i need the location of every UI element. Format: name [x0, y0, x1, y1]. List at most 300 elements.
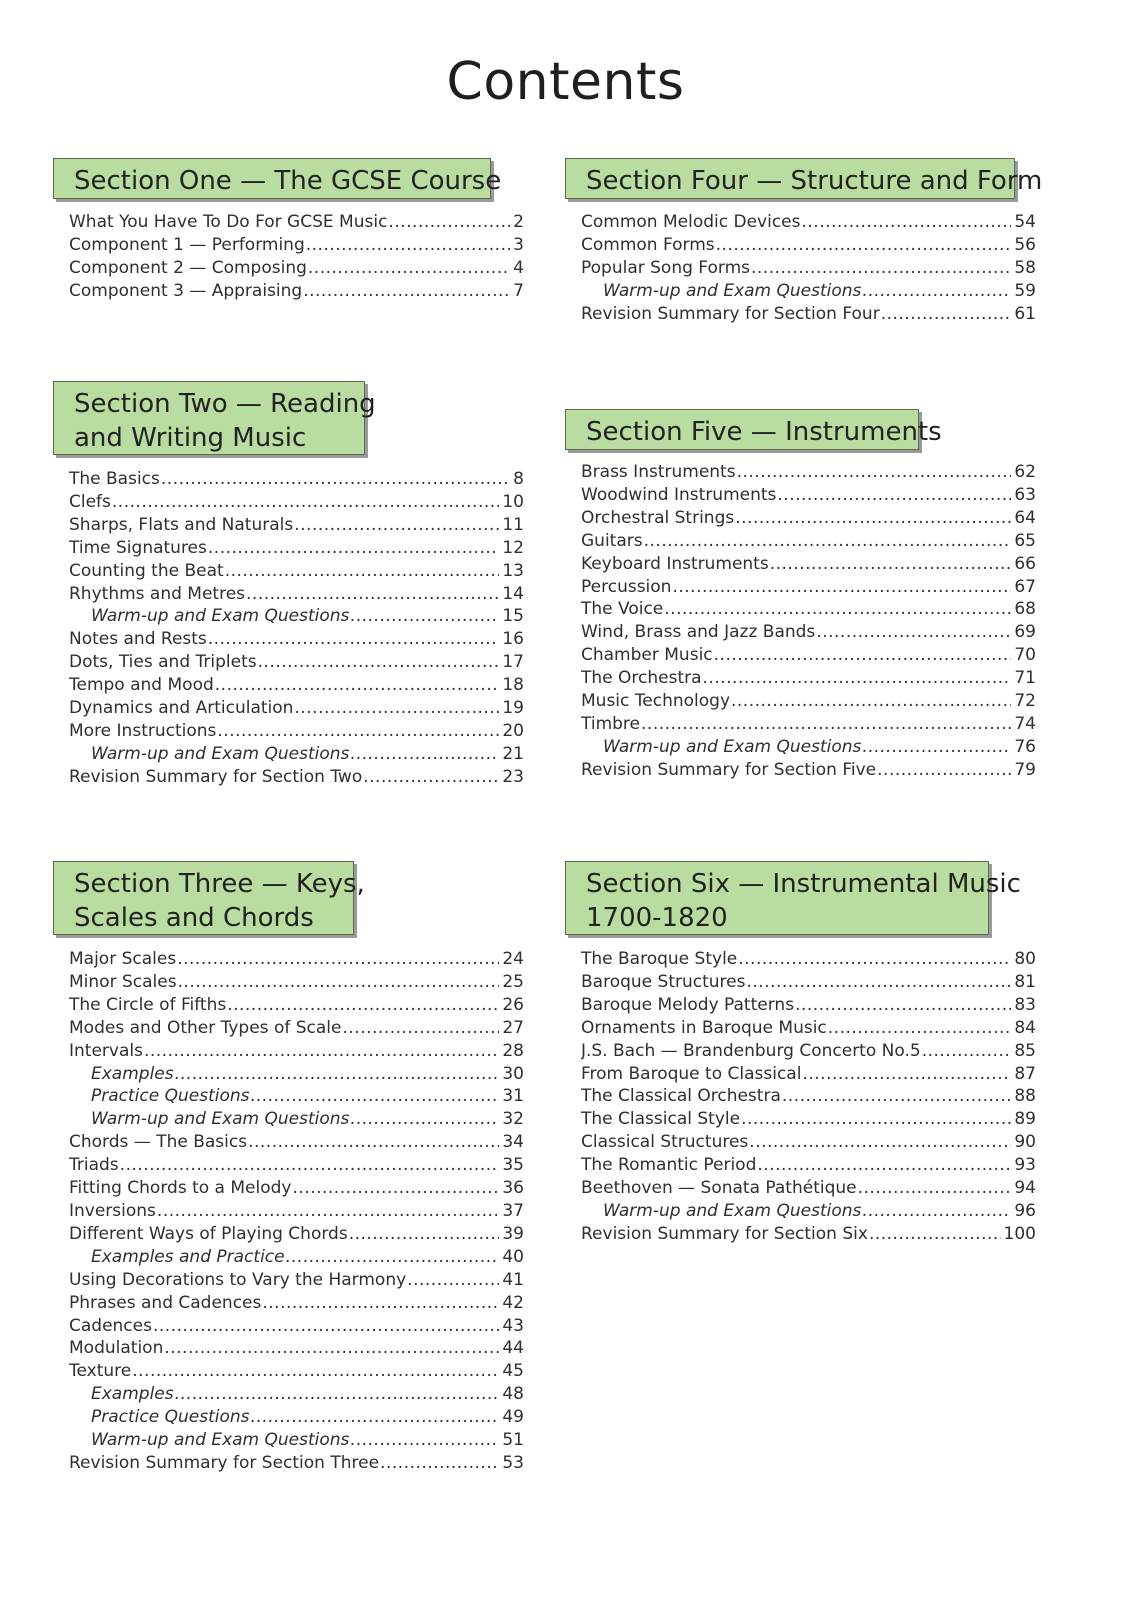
toc-entry [69, 514, 524, 537]
toc-entry [69, 674, 524, 697]
dot-leader [303, 280, 510, 303]
section-entries [69, 211, 524, 303]
toc-entry-page: 13 [502, 560, 524, 581]
toc-entry-page: 61 [1014, 303, 1036, 324]
toc-entry-title: The Romantic Period [581, 1155, 757, 1176]
toc-entry-title: Practice Questions [91, 1407, 250, 1428]
toc-entry-title: Revision Summary for Section Five [581, 759, 877, 780]
toc-entry-title: The Classical Style [581, 1109, 741, 1130]
dot-leader [737, 461, 1012, 484]
section-header [565, 158, 1043, 199]
page-title: Contents [446, 52, 685, 112]
toc-entry [69, 697, 524, 720]
toc-entry [581, 994, 1036, 1017]
toc-entry-page: 79 [1014, 759, 1036, 780]
toc-entry-page: 66 [1014, 553, 1036, 574]
toc-entry-page: 90 [1014, 1132, 1036, 1153]
section-header-line: Section Five — Instruments [586, 417, 942, 447]
dot-leader [664, 598, 1011, 621]
section-entries [581, 211, 1036, 326]
toc-entry-title: Baroque Melody Patterns [581, 994, 795, 1015]
toc-entry-title: Timbre [581, 713, 641, 734]
toc-entry-title: The Baroque Style [581, 949, 738, 969]
toc-entry-page: 70 [1014, 645, 1036, 666]
dot-leader [258, 651, 500, 674]
toc-entry-title: Different Ways of Playing Chords [69, 1223, 348, 1244]
toc-entry [581, 1223, 1036, 1246]
dot-leader [349, 1223, 500, 1246]
dot-leader [380, 1452, 499, 1475]
toc-entry [69, 1085, 524, 1108]
toc-entry-page: 30 [502, 1063, 524, 1084]
toc-entry-page: 15 [502, 606, 524, 627]
toc-entry [69, 1292, 524, 1315]
toc-entry-title: Warm-up and Exam Questions [91, 606, 350, 627]
toc-entry-title: Warm-up and Exam Questions [603, 1200, 862, 1221]
toc-entry-page: 76 [1014, 736, 1036, 757]
toc-entry [69, 1383, 524, 1406]
dot-leader [777, 484, 1011, 507]
dot-leader [350, 743, 499, 766]
toc-entry-title: What You Have To Do For GCSE Music [69, 212, 388, 232]
section-six [565, 861, 1036, 1244]
dot-leader [350, 1429, 499, 1452]
dot-leader [828, 1017, 1012, 1040]
dot-leader [153, 1315, 499, 1338]
section-entries [581, 948, 1036, 1246]
toc-entry [581, 736, 1036, 759]
section-entries [581, 461, 1036, 782]
dot-leader [217, 720, 499, 743]
toc-entry [581, 759, 1036, 782]
dot-leader [175, 1383, 500, 1406]
toc-entry [581, 948, 1036, 971]
section-two [53, 381, 524, 787]
toc-entry-page: 19 [502, 698, 524, 719]
toc-entry [581, 303, 1036, 326]
toc-entry-title: Revision Summary for Section Three [69, 1452, 380, 1473]
toc-entry [581, 461, 1036, 484]
dot-leader [862, 280, 1011, 303]
toc-entry-title: J.S. Bach — Brandenburg Concerto No.5 [581, 1040, 921, 1061]
toc-entry-title: The Circle of Fifths [69, 994, 227, 1015]
section-header [565, 409, 942, 450]
section-header-line: and Writing Music [74, 423, 307, 453]
toc-entry-title: Counting the Beat [69, 560, 224, 581]
toc-entry [581, 234, 1036, 257]
toc-entry [581, 690, 1036, 713]
toc-entry [581, 1063, 1036, 1086]
toc-entry-title: Music Technology [581, 691, 730, 712]
dot-leader [262, 1292, 499, 1315]
toc-entry [69, 211, 524, 234]
toc-entry-page: 68 [1014, 599, 1036, 620]
section-five [565, 409, 1036, 780]
toc-entry [581, 1154, 1036, 1177]
toc-entry [581, 598, 1036, 621]
toc-entry-page: 12 [502, 537, 524, 558]
toc-entry-title: Wind, Brass and Jazz Bands [581, 622, 816, 643]
section-header [565, 861, 1021, 935]
toc-entry [69, 766, 524, 789]
toc-entry-page: 85 [1014, 1040, 1036, 1061]
toc-entry-title: Intervals [69, 1040, 143, 1061]
dot-leader [251, 1085, 500, 1108]
toc-entry-page: 7 [513, 280, 524, 301]
toc-entry-title: Revision Summary for Section Two [69, 766, 363, 787]
toc-entry-title: The Orchestra [581, 668, 702, 689]
dot-leader [735, 507, 1011, 530]
toc-entry-title: Warm-up and Exam Questions [603, 736, 862, 757]
toc-entry-title: Examples [91, 1063, 174, 1084]
toc-entry [69, 491, 524, 514]
dot-leader [862, 736, 1011, 759]
toc-entry-page: 16 [502, 629, 524, 650]
toc-entry-page: 45 [502, 1361, 524, 1382]
toc-entry-page: 40 [502, 1246, 524, 1267]
toc-entry-page: 32 [502, 1109, 524, 1130]
toc-entry [69, 468, 524, 491]
toc-entry-title: Modes and Other Types of Scale [69, 1017, 342, 1038]
dot-leader [157, 1200, 499, 1223]
dot-leader [350, 605, 499, 628]
section-three [53, 861, 524, 1473]
toc-entry-title: Cadences [69, 1315, 152, 1336]
toc-entry-page: 43 [502, 1315, 524, 1336]
toc-entry-title: Clefs [69, 491, 111, 512]
toc-entry [69, 1040, 524, 1063]
toc-entry-page: 26 [502, 994, 524, 1015]
toc-entry-title: Brass Instruments [581, 462, 736, 482]
dot-leader [746, 971, 1011, 994]
toc-entry-page: 18 [502, 675, 524, 696]
toc-entry-title: Revision Summary for Section Four [581, 303, 880, 324]
toc-entry-page: 44 [502, 1338, 524, 1359]
dot-leader [350, 1108, 499, 1131]
toc-entry [69, 720, 524, 743]
toc-entry-title: Warm-up and Exam Questions [603, 280, 862, 301]
toc-entry-title: Triads [69, 1155, 119, 1176]
toc-entry [581, 1017, 1036, 1040]
toc-entry-page: 54 [1014, 212, 1036, 232]
toc-entry-page: 72 [1014, 691, 1036, 712]
toc-entry [69, 605, 524, 628]
toc-entry-page: 35 [502, 1155, 524, 1176]
toc-entry-title: Orchestral Strings [581, 507, 735, 528]
toc-entry [69, 1337, 524, 1360]
toc-entry-title: Examples and Practice [91, 1246, 285, 1267]
toc-entry-title: Woodwind Instruments [581, 484, 777, 505]
dot-leader [731, 690, 1011, 713]
section-header-line: Section One — The GCSE Course [74, 166, 502, 196]
toc-entry [581, 971, 1036, 994]
toc-entry-page: 14 [502, 583, 524, 604]
toc-entry-page: 58 [1014, 257, 1036, 278]
toc-entry-title: Phrases and Cadences [69, 1292, 262, 1313]
toc-entry-title: Common Melodic Devices [581, 212, 801, 232]
dot-leader [161, 468, 510, 491]
toc-entry-page: 100 [1003, 1223, 1036, 1244]
toc-entry-page: 84 [1014, 1017, 1036, 1038]
dot-leader [248, 1131, 499, 1154]
toc-entry-page: 48 [502, 1384, 524, 1405]
dot-leader [208, 537, 499, 560]
dot-leader [782, 1085, 1011, 1108]
toc-entry [581, 1131, 1036, 1154]
toc-entry-title: Keyboard Instruments [581, 553, 769, 574]
toc-entry-page: 56 [1014, 234, 1036, 255]
dot-leader [215, 674, 500, 697]
section-header-line: Section Four — Structure and Form [586, 166, 1043, 196]
dot-leader [175, 1063, 500, 1086]
dot-leader [227, 994, 499, 1017]
toc-entry-title: Minor Scales [69, 971, 177, 992]
dot-leader [225, 560, 500, 583]
section-entries [69, 468, 524, 789]
toc-entry [581, 530, 1036, 553]
dot-leader [251, 1406, 500, 1429]
toc-entry-page: 36 [502, 1178, 524, 1199]
toc-entry [69, 743, 524, 766]
toc-entry-title: Notes and Rests [69, 629, 207, 650]
toc-entry-title: Texture [69, 1361, 132, 1382]
toc-entry-page: 96 [1014, 1200, 1036, 1221]
dot-leader [388, 211, 510, 234]
dot-leader [294, 514, 499, 537]
toc-entry [69, 1452, 524, 1475]
toc-entry-page: 25 [502, 971, 524, 992]
dot-leader [751, 257, 1011, 280]
toc-entry [581, 1200, 1036, 1223]
dot-leader [112, 491, 499, 514]
toc-entry-title: Dots, Ties and Triplets [69, 652, 257, 673]
dot-leader [177, 948, 499, 971]
section-header [53, 861, 365, 935]
dot-leader [862, 1200, 1011, 1223]
toc-entry-page: 65 [1014, 530, 1036, 551]
dot-leader [208, 628, 500, 651]
toc-entry [581, 1040, 1036, 1063]
toc-entry [581, 1177, 1036, 1200]
toc-entry-page: 42 [502, 1292, 524, 1313]
toc-entry [581, 1108, 1036, 1131]
toc-entry [581, 553, 1036, 576]
dot-leader [644, 530, 1012, 553]
toc-entry [69, 1223, 524, 1246]
dot-leader [802, 1063, 1011, 1086]
dot-leader [757, 1154, 1011, 1177]
section-one [53, 158, 524, 301]
dot-leader [306, 234, 510, 257]
toc-entry [581, 713, 1036, 736]
dot-leader [164, 1337, 499, 1360]
section-entries [69, 948, 524, 1475]
toc-entry-title: Guitars [581, 530, 643, 551]
toc-entry-page: 62 [1014, 462, 1036, 482]
toc-entry-title: Popular Song Forms [581, 257, 750, 278]
toc-entry-title: Warm-up and Exam Questions [91, 743, 350, 764]
toc-entry-page: 87 [1014, 1063, 1036, 1084]
section-four [565, 158, 1043, 324]
toc-entry-page: 81 [1014, 971, 1036, 992]
toc-entry-page: 74 [1014, 713, 1036, 734]
toc-entry [69, 1200, 524, 1223]
dot-leader [132, 1360, 499, 1383]
toc-entry [69, 1406, 524, 1429]
toc-entry-page: 59 [1014, 280, 1036, 301]
toc-entry-page: 80 [1014, 949, 1036, 969]
toc-entry-title: Chamber Music [581, 645, 713, 666]
toc-entry-page: 37 [502, 1200, 524, 1221]
toc-entry-page: 94 [1014, 1178, 1036, 1199]
dot-leader [407, 1269, 499, 1292]
toc-entry-title: Inversions [69, 1200, 156, 1221]
toc-entry-title: Warm-up and Exam Questions [91, 1109, 350, 1130]
toc-entry-page: 20 [502, 720, 524, 741]
toc-entry [69, 1017, 524, 1040]
dot-leader [342, 1017, 499, 1040]
toc-entry-title: Tempo and Mood [69, 675, 214, 696]
toc-entry-page: 83 [1014, 994, 1036, 1015]
toc-entry-title: Major Scales [69, 949, 177, 969]
toc-entry-title: Percussion [581, 576, 672, 597]
section-header [53, 158, 502, 199]
dot-leader [816, 621, 1011, 644]
section-header [53, 381, 376, 455]
toc-entry [581, 621, 1036, 644]
section-header-line: Section Six — Instrumental Music [586, 869, 1021, 899]
dot-leader [869, 1223, 1001, 1246]
toc-entry [581, 484, 1036, 507]
toc-entry-page: 3 [513, 234, 524, 255]
toc-entry [69, 1360, 524, 1383]
toc-entry [69, 1063, 524, 1086]
toc-entry-title: Classical Structures [581, 1132, 749, 1153]
toc-entry [69, 1429, 524, 1452]
dot-leader [144, 1040, 499, 1063]
toc-entry [69, 257, 524, 280]
toc-entry-page: 28 [502, 1040, 524, 1061]
toc-entry [69, 537, 524, 560]
dot-leader [641, 713, 1011, 736]
toc-entry [69, 1246, 524, 1269]
toc-entry-page: 23 [502, 766, 524, 787]
toc-entry-page: 49 [502, 1407, 524, 1428]
toc-entry-title: Rhythms and Metres [69, 583, 246, 604]
toc-entry [581, 644, 1036, 667]
toc-entry-title: Component 2 — Composing [69, 257, 307, 278]
toc-entry [581, 280, 1036, 303]
toc-entry [69, 994, 524, 1017]
toc-entry-page: 17 [502, 652, 524, 673]
toc-entry-title: More Instructions [69, 720, 217, 741]
toc-entry-title: Sharps, Flats and Naturals [69, 514, 294, 535]
toc-entry [69, 1269, 524, 1292]
toc-entry-page: 41 [502, 1269, 524, 1290]
toc-entry [69, 280, 524, 303]
toc-entry-page: 71 [1014, 668, 1036, 689]
dot-leader [877, 759, 1011, 782]
toc-entry-page: 27 [502, 1017, 524, 1038]
dot-leader [738, 948, 1011, 971]
dot-leader [363, 766, 499, 789]
dot-leader [294, 697, 499, 720]
toc-entry [69, 583, 524, 606]
dot-leader [714, 644, 1012, 667]
toc-entry [69, 560, 524, 583]
toc-entry [581, 211, 1036, 234]
dot-leader [922, 1040, 1012, 1063]
toc-entry-title: The Classical Orchestra [581, 1086, 781, 1107]
section-header-line: Section Three — Keys, [74, 869, 365, 899]
toc-entry-title: Chords — The Basics [69, 1132, 248, 1153]
toc-entry [581, 507, 1036, 530]
toc-entry-page: 24 [502, 949, 524, 969]
dot-leader [703, 667, 1012, 690]
toc-entry-page: 63 [1014, 484, 1036, 505]
dot-leader [178, 971, 500, 994]
toc-entry [69, 1131, 524, 1154]
toc-entry-title: Baroque Structures [581, 971, 746, 992]
toc-entry-title: Ornaments in Baroque Music [581, 1017, 827, 1038]
toc-entry-title: Examples [91, 1384, 174, 1405]
toc-entry [69, 1315, 524, 1338]
toc-entry-page: 31 [502, 1086, 524, 1107]
toc-entry-title: Practice Questions [91, 1086, 250, 1107]
toc-entry [69, 651, 524, 674]
toc-entry-page: 8 [513, 469, 524, 489]
dot-leader [741, 1108, 1011, 1131]
toc-entry-title: The Voice [581, 599, 664, 620]
toc-entry [581, 667, 1036, 690]
toc-entry-page: 93 [1014, 1155, 1036, 1176]
dot-leader [795, 994, 1011, 1017]
dot-leader [858, 1177, 1012, 1200]
toc-entry-page: 11 [502, 514, 524, 535]
dot-leader [246, 583, 499, 606]
dot-leader [716, 234, 1012, 257]
toc-entry [581, 257, 1036, 280]
toc-entry-page: 39 [502, 1223, 524, 1244]
toc-entry-title: Beethoven — Sonata Pathétique [581, 1178, 857, 1199]
toc-entry-title: Time Signatures [69, 537, 207, 558]
toc-entry-title: Using Decorations to Vary the Harmony [69, 1269, 407, 1290]
toc-entry [69, 1108, 524, 1131]
toc-entry-title: From Baroque to Classical [581, 1063, 802, 1084]
section-header-line: Section Two — Reading [74, 389, 376, 419]
dot-leader [770, 553, 1012, 576]
toc-entry-page: 67 [1014, 576, 1036, 597]
toc-entry-title: Fitting Chords to a Melody [69, 1178, 292, 1199]
toc-entry-page: 53 [502, 1452, 524, 1473]
toc-entry-page: 4 [513, 257, 524, 278]
dot-leader [749, 1131, 1011, 1154]
toc-entry [581, 1085, 1036, 1108]
toc-entry-title: Revision Summary for Section Six [581, 1223, 868, 1244]
dot-leader [308, 257, 510, 280]
toc-entry-title: Common Forms [581, 234, 715, 255]
toc-entry-page: 89 [1014, 1109, 1036, 1130]
section-header-line: 1700-1820 [586, 903, 728, 933]
toc-entry-title: Component 3 — Appraising [69, 280, 303, 301]
toc-entry-page: 10 [502, 491, 524, 512]
toc-entry-page: 34 [502, 1132, 524, 1153]
toc-entry-title: Dynamics and Articulation [69, 698, 294, 719]
dot-leader [881, 303, 1012, 326]
toc-entry [581, 576, 1036, 599]
toc-entry-page: 64 [1014, 507, 1036, 528]
toc-entry [69, 1177, 524, 1200]
